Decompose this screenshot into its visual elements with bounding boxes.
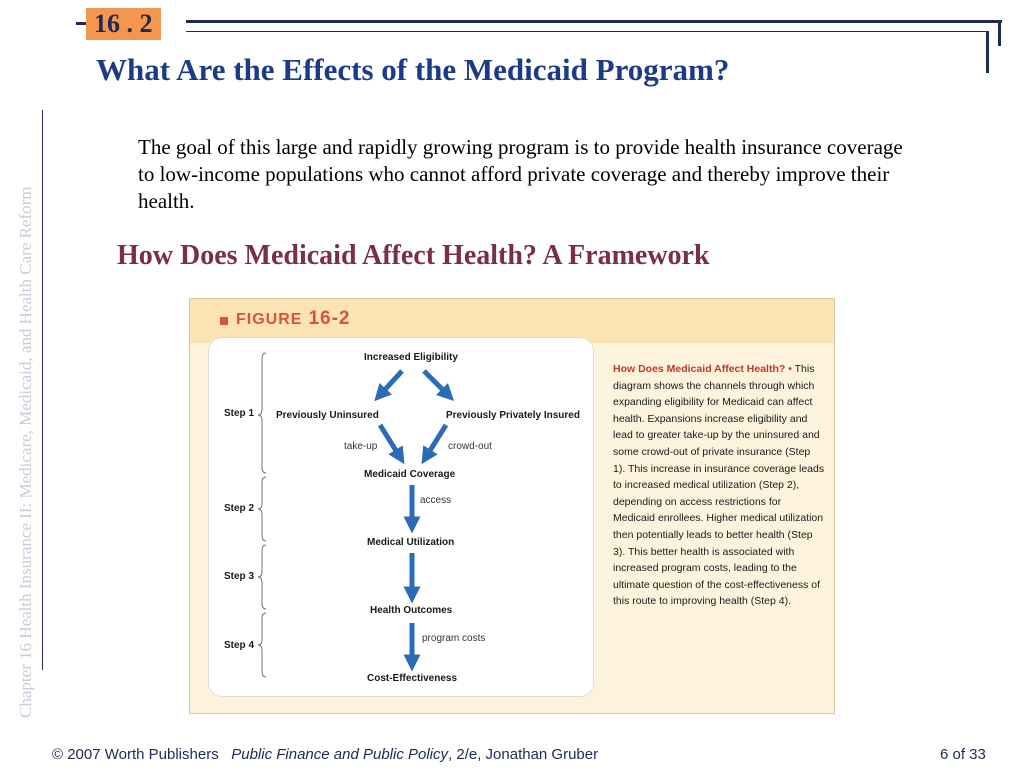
step-3-brace [258, 545, 266, 609]
slide-title: What Are the Effects of the Medicaid Program? [96, 52, 730, 87]
footer-book-title: Public Finance and Public Policy [231, 746, 449, 763]
edge-label-program-costs: program costs [422, 633, 486, 644]
top-rule-left [76, 22, 86, 25]
node-cost-effectiveness: Cost-Effectiveness [367, 673, 458, 684]
step-1-brace [258, 353, 266, 473]
page-number: 6 of 33 [940, 746, 986, 763]
top-rule-right [186, 20, 1002, 23]
step-3-label: Step 3 [224, 571, 255, 582]
intro-paragraph: The goal of this large and rapidly growing program is to provide health insurance coverage to low-income populations who cannot afford private coverage and thereby improve their health. [138, 135, 903, 213]
arrow-eligibility-to-uninsured [380, 371, 402, 395]
node-increased-eligibility: Increased Eligibility [364, 352, 458, 363]
edge-label-take-up: take-up [344, 441, 378, 452]
top-rule-thin [186, 31, 986, 32]
footer-citation [52, 746, 598, 763]
chapter-side-text: Chapter 16 Health Insurance II: Medicare, Medicaid, and Health Care Reform [16, 186, 35, 718]
section-number: 16 . 2 [86, 8, 161, 40]
arrow-eligibility-to-privately-insured [424, 371, 448, 395]
step-4-label: Step 4 [224, 640, 255, 651]
left-divider-line [42, 110, 43, 670]
step-4-brace [258, 613, 266, 677]
figure-label-text: FIGURE [236, 311, 303, 328]
node-medicaid-coverage: Medicaid Coverage [364, 469, 456, 480]
caption-title: How Does Medicaid Affect Health? • [613, 363, 792, 375]
node-previously-uninsured: Previously Uninsured [276, 410, 379, 421]
framework-subtitle: How Does Medicaid Affect Health? A Framework [117, 240, 710, 271]
figure-16-2 [189, 298, 835, 714]
caption-body: This diagram shows the channels through which expanding eligibility for Medicaid can affect health. Expansions increase eligibility and lead to greater take-up by the uninsured and some crowd-out of private insurance (Step 1). This increase in insurance coverage leads to increased medical utilization (Step 2), depending on access restrictions for Medicaid enrollees. Higher medical utilization then potentially leads to better health (Step 3). This better health is associated with increased program costs, leading to the ultimate question of the cost-effectiveness of this route to improving health (Step 4). [613, 363, 825, 608]
figure-caption [613, 361, 825, 610]
top-rule-vertical-outer [998, 20, 1001, 46]
edge-label-crowd-out: crowd-out [448, 441, 492, 452]
figure-number: 16-2 [308, 308, 351, 329]
arrow-uninsured-to-coverage [380, 425, 400, 457]
arrow-privately-insured-to-coverage [426, 425, 446, 457]
node-health-outcomes: Health Outcomes [370, 605, 453, 616]
footer-edition-author: , 2/e, Jonathan Gruber [448, 746, 599, 763]
node-medical-utilization: Medical Utilization [367, 537, 455, 548]
step-2-label: Step 2 [224, 503, 255, 514]
top-rule-vertical-inner [986, 31, 989, 73]
footer-copyright: © 2007 Worth Publishers [52, 746, 219, 763]
step-2-brace [258, 477, 266, 541]
edge-label-access: access [420, 495, 452, 506]
node-previously-privately-insured: Previously Privately Insured [446, 410, 580, 421]
step-1-label: Step 1 [224, 408, 255, 419]
